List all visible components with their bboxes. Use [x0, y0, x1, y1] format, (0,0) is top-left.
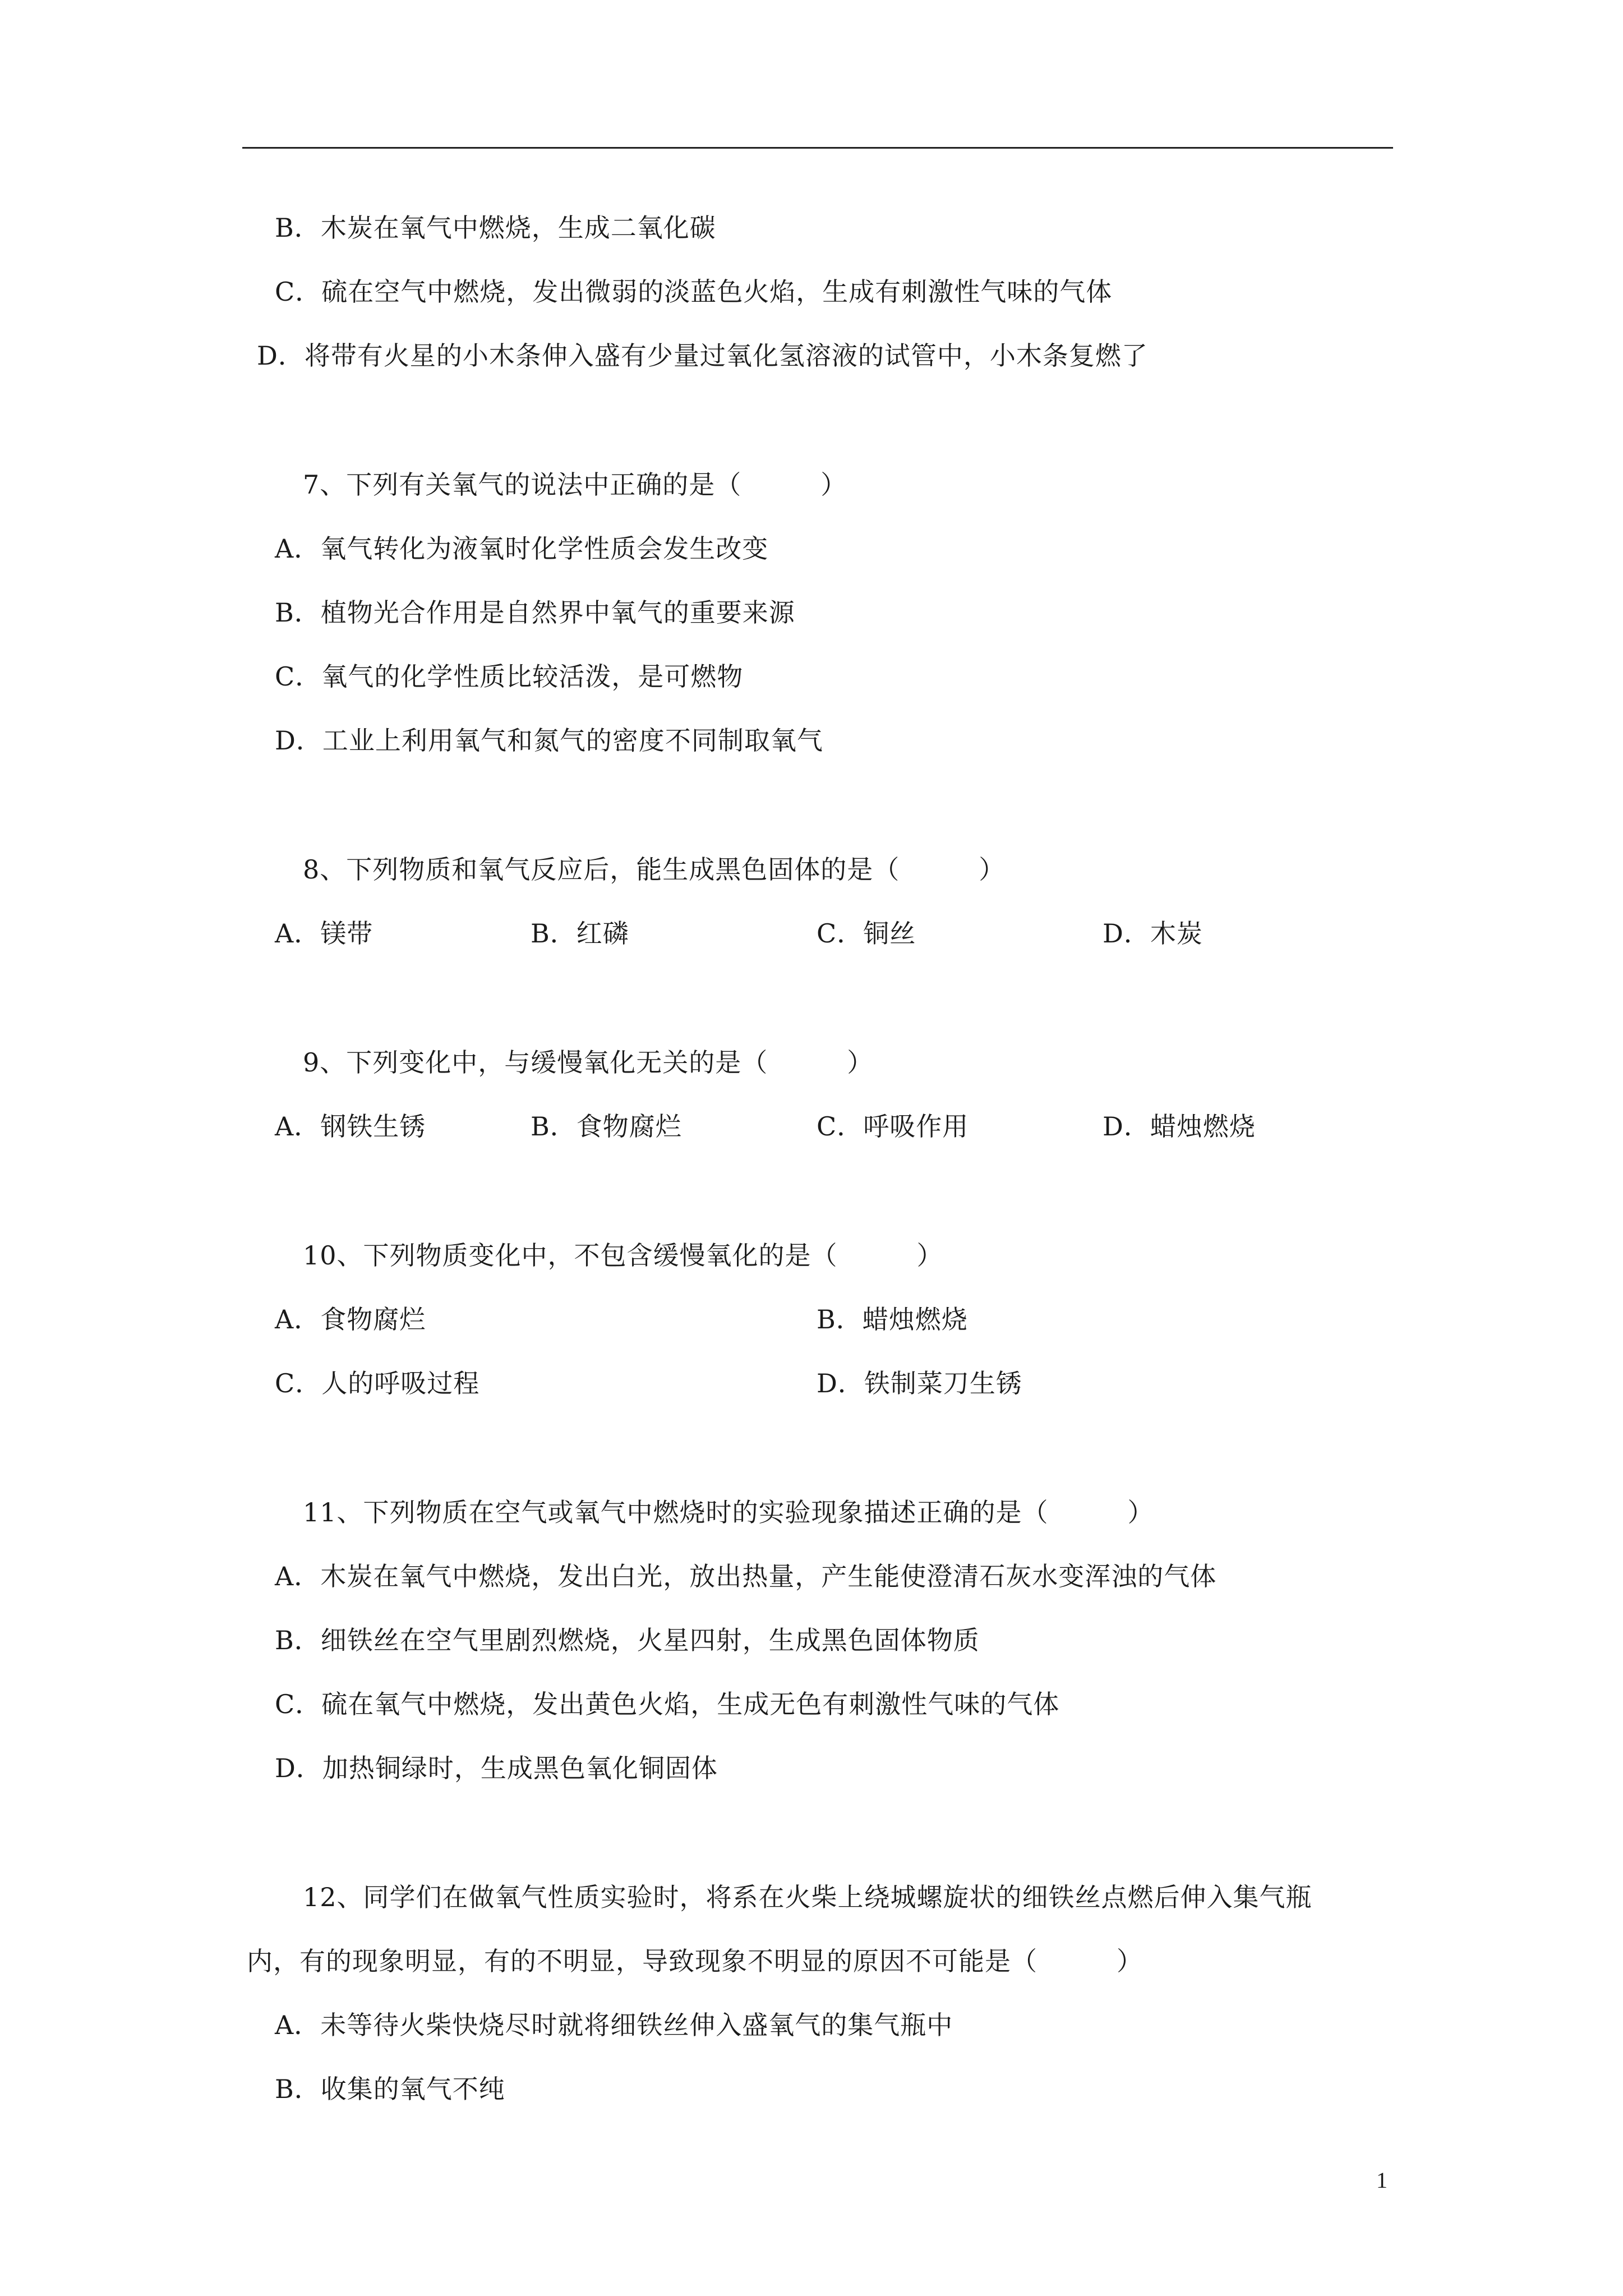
- q11-stem: 11、下列物质在空气或氧气中燃烧时的实验现象描述正确的是（ ）: [303, 1497, 1154, 1527]
- q7-stem: 7、下列有关氧气的说法中正确的是（ ）: [303, 470, 847, 500]
- q8-stem: 8、下列物质和氧气反应后，能生成黑色固体的是（ ）: [303, 854, 1006, 885]
- q11-option-c: C．硫在氧气中燃烧，发出黄色火焰，生成无色有刺激性气味的气体: [275, 1689, 1060, 1719]
- q9-stem: 9、下列变化中，与缓慢氧化无关的是（ ）: [303, 1047, 874, 1078]
- q10-option-b: B．蜡烛燃烧: [817, 1304, 968, 1335]
- q8-options: [0, 917, 1623, 950]
- page-number: 1: [1376, 2168, 1387, 2193]
- q10-option-d: D．铁制菜刀生锈: [817, 1368, 1022, 1398]
- q9-option-b: B．食物腐烂: [531, 1111, 682, 1142]
- q6-option-b: B．木炭在氧气中燃烧，生成二氧化碳: [275, 213, 716, 243]
- q8-option-a: A．镁带: [275, 918, 374, 949]
- q6-option-c: C．硫在空气中燃烧，发出微弱的淡蓝色火焰，生成有刺激性气味的气体: [275, 277, 1113, 307]
- q8-option-d: D．木炭: [1103, 918, 1203, 949]
- q7-option-d: D．工业上利用氧气和氮气的密度不同制取氧气: [275, 725, 823, 756]
- q10-stem: 10、下列物质变化中，不包含缓慢氧化的是（ ）: [303, 1240, 943, 1271]
- header-rule: [242, 147, 1393, 149]
- q9-option-d: D．蜡烛燃烧: [1103, 1111, 1256, 1142]
- q12-stem-line2: 内，有的现象明显，有的不明显，导致现象不明显的原因不可能是（ ）: [247, 1946, 1143, 1976]
- q11-option-d: D．加热铜绿时，生成黑色氧化铜固体: [275, 1753, 718, 1783]
- q9-options: [0, 1110, 1623, 1143]
- q10-options-row1: [0, 1303, 1623, 1336]
- q9-option-a: A．钢铁生锈: [275, 1111, 426, 1142]
- q7-option-b: B．植物光合作用是自然界中氧气的重要来源: [275, 597, 795, 628]
- q12-stem-line1: 12、同学们在做氧气性质实验时，将系在火柴上绕城螺旋状的细铁丝点燃后伸入集气瓶: [303, 1882, 1312, 1912]
- q11-option-a: A．木炭在氧气中燃烧，发出白光，放出热量，产生能使澄清石灰水变浑浊的气体: [275, 1561, 1217, 1591]
- q8-option-b: B．红磷: [531, 918, 629, 949]
- q10-option-a: A．食物腐烂: [275, 1304, 426, 1335]
- q12-option-a: A．未等待火柴快烧尽时就将细铁丝伸入盛氧气的集气瓶中: [275, 2010, 953, 2040]
- q7-option-a: A．氧气转化为液氧时化学性质会发生改变: [275, 533, 769, 564]
- q9-option-c: C．呼吸作用: [817, 1111, 969, 1142]
- q10-option-c: C．人的呼吸过程: [275, 1368, 480, 1398]
- q11-option-b: B．细铁丝在空气里剧烈燃烧，火星四射，生成黑色固体物质: [275, 1625, 980, 1655]
- q8-option-c: C．铜丝: [817, 918, 916, 949]
- q7-option-c: C．氧气的化学性质比较活泼，是可燃物: [275, 661, 744, 692]
- q10-options-row2: [0, 1366, 1623, 1400]
- q12-option-b: B．收集的氧气不纯: [275, 2074, 505, 2104]
- q6-option-d: D．将带有火星的小木条伸入盛有少量过氧化氢溶液的试管中，小木条复燃了: [257, 341, 1148, 371]
